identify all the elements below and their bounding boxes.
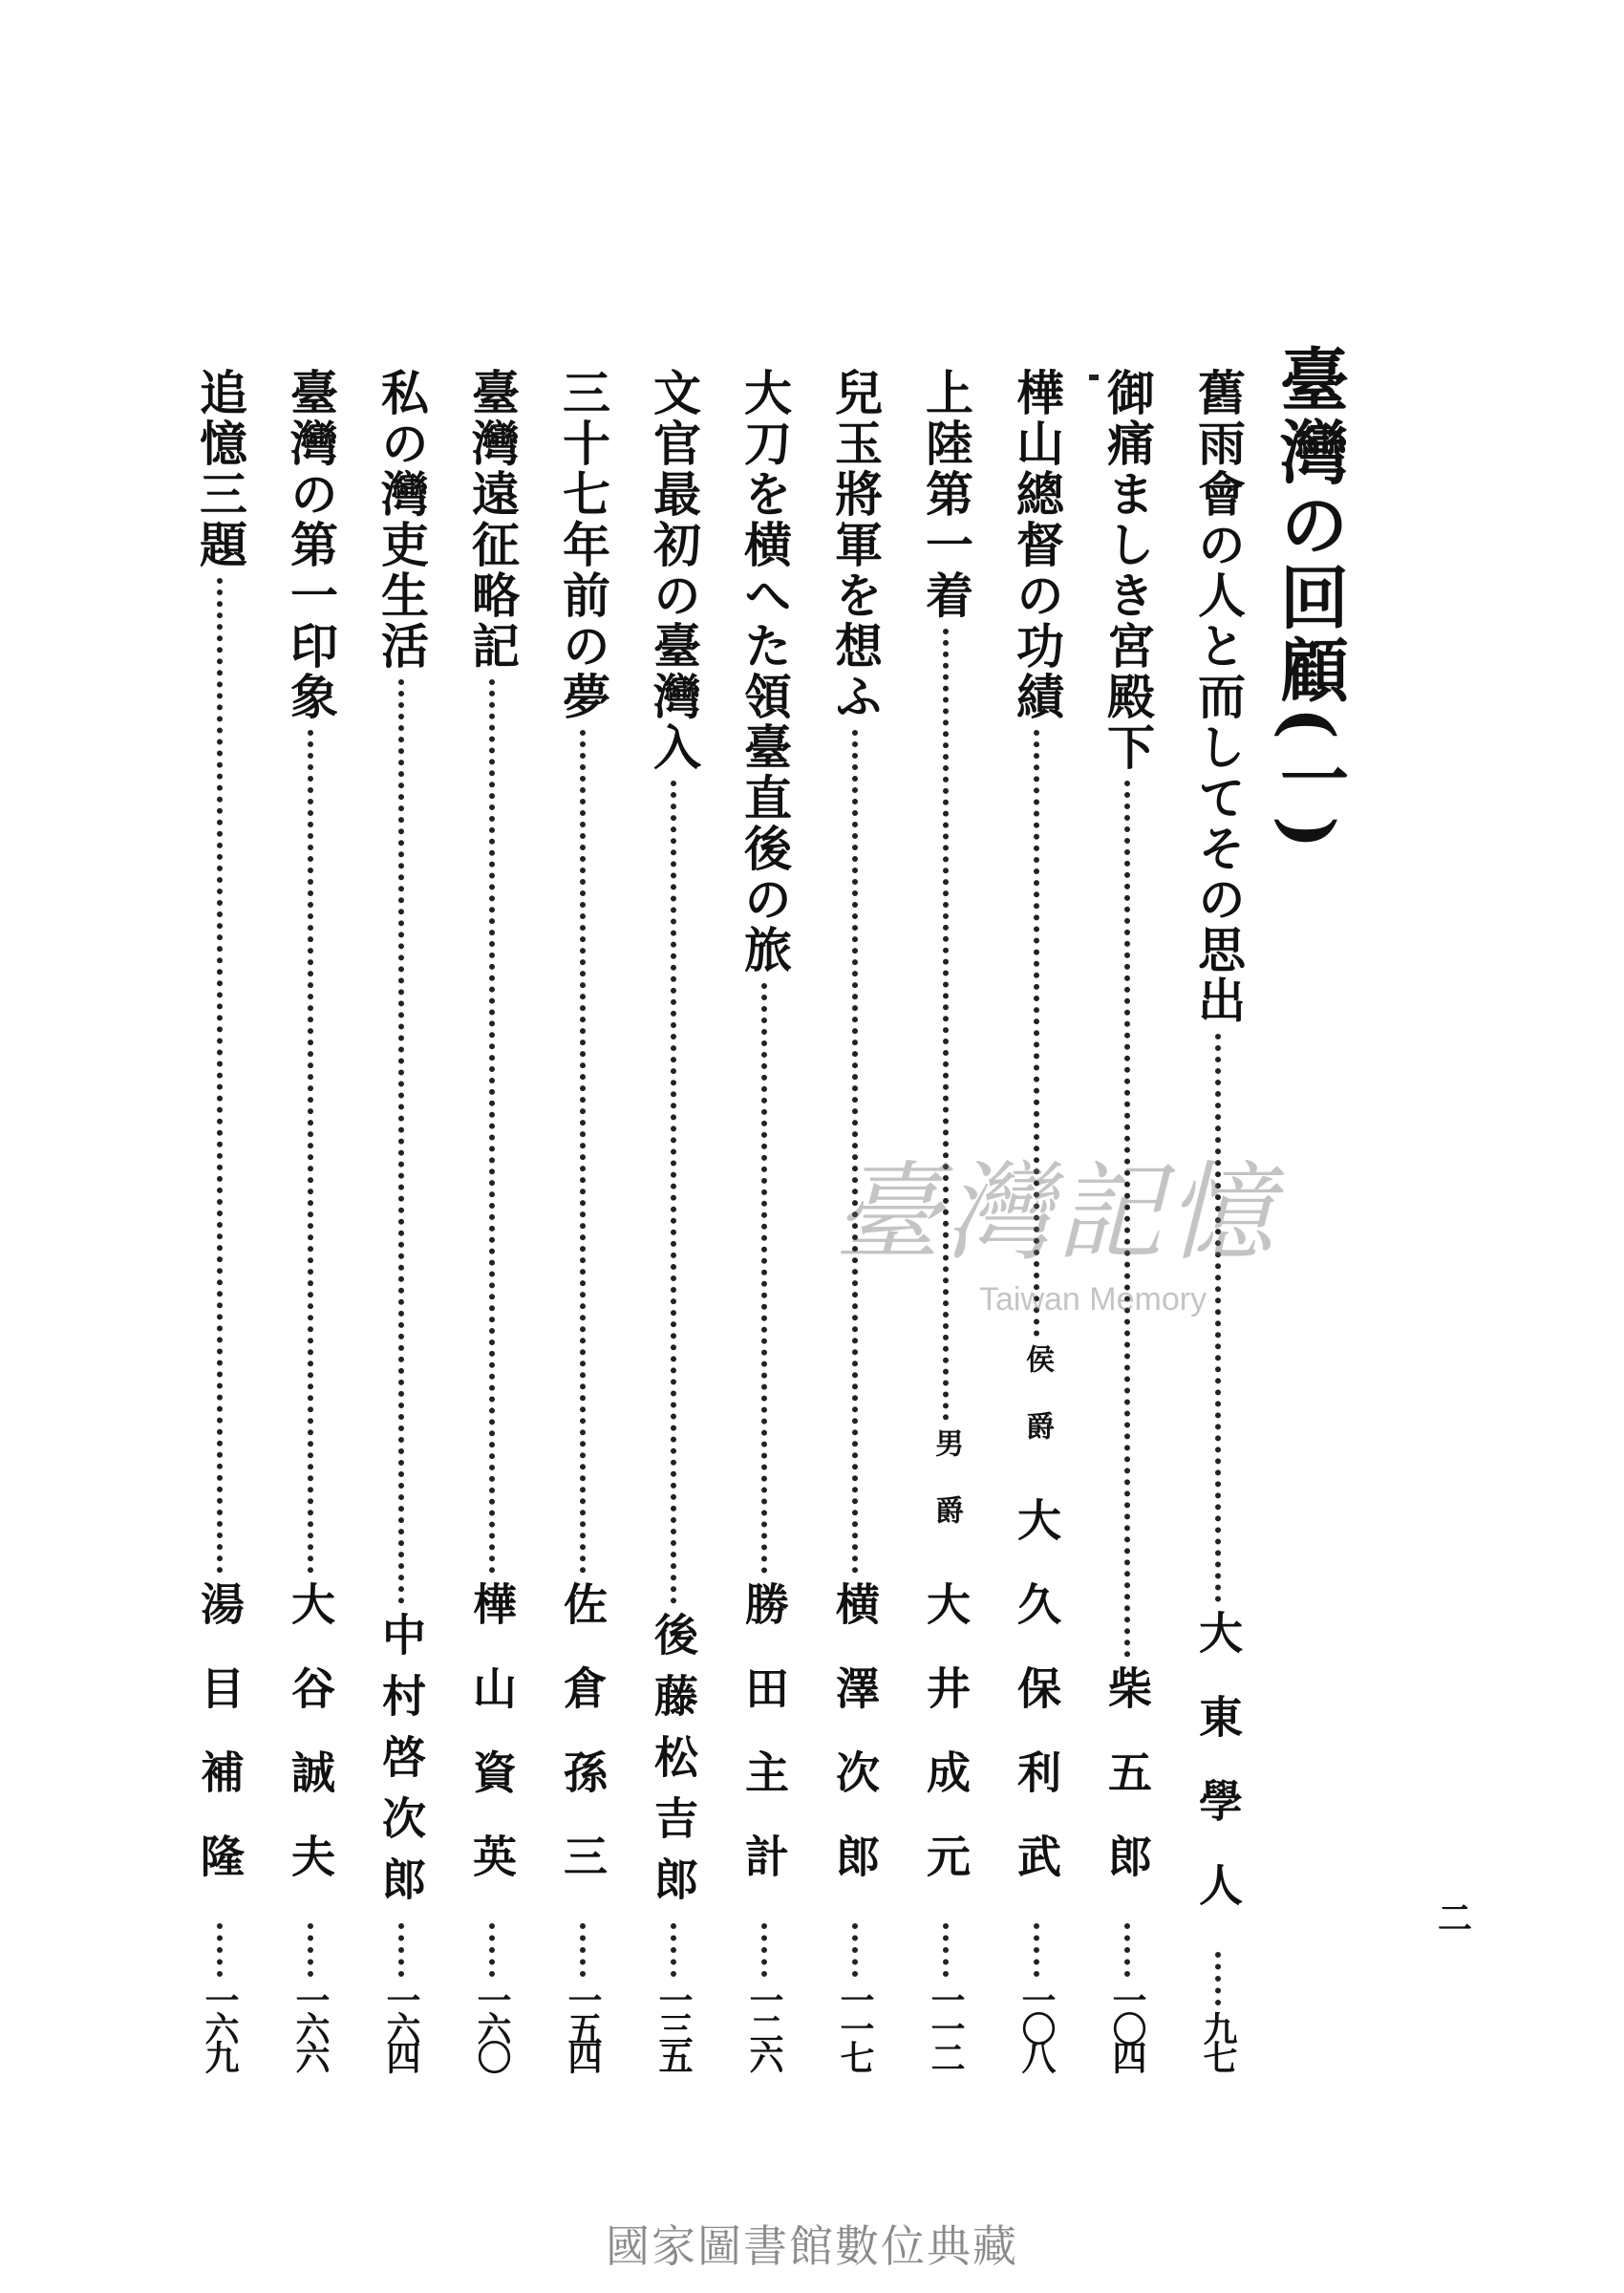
- toc-entry: [728, 368, 801, 2068]
- entry-author: 樺山資英: [466, 1581, 518, 1918]
- dot-leader: [943, 1923, 949, 1977]
- entry-author: 大久保利武: [1011, 1497, 1062, 1918]
- entry-title: 上陸第一着: [918, 368, 974, 621]
- dot-leader: [761, 983, 767, 1574]
- entry-page-number: 一六〇: [472, 1982, 512, 2068]
- entry-page-number: 九七: [1198, 2011, 1238, 2068]
- entry-author: 柴五郎: [1101, 1665, 1153, 1918]
- toc-entry: [456, 368, 528, 2068]
- watermark: [807, 1146, 1304, 1338]
- dot-leader: [1034, 1923, 1039, 1977]
- entry-title: 樺山總督の功績: [1009, 368, 1065, 722]
- dot-leader: [217, 1923, 223, 1977]
- page-folio: 二: [1438, 1898, 1473, 1939]
- toc-entry: [183, 368, 256, 2068]
- dot-leader: [398, 679, 404, 1604]
- entry-title: 臺灣の第一印象: [283, 368, 339, 722]
- dot-leader: [671, 781, 676, 1604]
- entry-title: 大刀を横へた領臺直後の旅: [737, 368, 793, 975]
- dot-leader: [308, 730, 313, 1574]
- entry-title: 臺灣遠征略記: [464, 368, 521, 672]
- print-speck: [1089, 375, 1099, 380]
- entry-page-number: 一六四: [381, 1982, 421, 2068]
- entry-author: 大井成元: [920, 1581, 972, 1918]
- entry-title: 兒玉將軍を想ふ: [827, 368, 884, 722]
- entry-title: 私の灣吏生活: [374, 368, 430, 672]
- toc-entry: [365, 368, 438, 2068]
- entry-title: 舊雨會の人と而してその思出: [1190, 368, 1247, 1026]
- entry-author: 後藤松吉郎: [648, 1612, 699, 1918]
- dot-leader: [217, 578, 223, 1574]
- entry-honorific: 男爵: [930, 1428, 963, 1562]
- toc-entry: [637, 368, 710, 2068]
- entry-page-number: 一一二: [926, 1982, 966, 2068]
- entry-page-number: 一三五: [653, 1982, 694, 2068]
- watermark-text: 臺灣記憶: [834, 1151, 1277, 1275]
- entry-page-number: 一六六: [290, 1982, 331, 2068]
- entry-title: 文官最初の臺灣入: [646, 368, 702, 773]
- dot-leader: [1215, 1952, 1221, 2005]
- entry-author: 中村啓次郎: [375, 1612, 427, 1918]
- dot-leader: [489, 1923, 495, 1977]
- dot-leader: [489, 679, 495, 1574]
- footer-credit: 國家圖書館數位典藏: [606, 2221, 1018, 2271]
- entry-author: 佐倉孫三: [557, 1581, 609, 1918]
- entry-author: 横澤次郎: [829, 1581, 881, 1918]
- dot-leader: [671, 1923, 676, 1977]
- entry-author: 湯目補隆: [194, 1581, 246, 1918]
- entry-page-number: 一六九: [200, 1982, 240, 2068]
- dot-leader: [761, 1923, 767, 1977]
- dot-leader: [308, 1923, 313, 1977]
- entry-page-number: 一二六: [744, 1982, 784, 2068]
- dot-leader: [852, 1923, 858, 1977]
- section-title: 臺灣の回顧(一): [1269, 344, 1350, 853]
- watermark-subtext: Taiwan Memory: [979, 1281, 1207, 1318]
- toc-entry: [274, 368, 347, 2068]
- entry-page-number: 一一七: [835, 1982, 875, 2068]
- dot-leader: [398, 1923, 404, 1977]
- dot-leader: [580, 1923, 586, 1977]
- dot-leader: [580, 730, 586, 1574]
- entry-page-number: 一〇八: [1016, 1982, 1057, 2068]
- entry-author: 大谷誠夫: [285, 1581, 336, 1918]
- entry-title: 御痛ましき宮殿下: [1100, 368, 1156, 773]
- toc-entry: [546, 368, 619, 2068]
- entry-honorific: 侯爵: [1020, 1344, 1054, 1478]
- entry-title: 追憶三題: [192, 368, 248, 570]
- entry-page-number: 一五四: [563, 1982, 603, 2068]
- dot-leader: [1124, 1923, 1130, 1977]
- entry-author: 勝田主計: [738, 1581, 790, 1918]
- entry-page-number: 一〇四: [1107, 1982, 1147, 2068]
- entry-author: 大東學人: [1192, 1610, 1244, 1946]
- entry-title: 三十七年前の夢: [555, 368, 611, 722]
